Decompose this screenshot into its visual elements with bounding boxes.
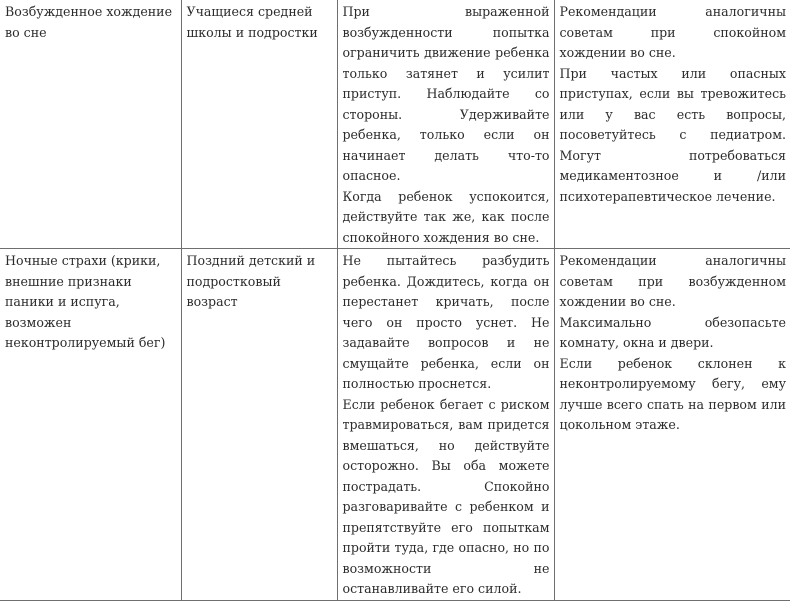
condition-text: Ночные страхи (крики, внешние признаки паники и испуга, возможен неконтролируемый бег) bbox=[5, 253, 166, 350]
condition-cell bbox=[0, 249, 181, 601]
table-row bbox=[0, 0, 790, 249]
actions-cell bbox=[337, 249, 554, 601]
age-group-cell bbox=[181, 0, 337, 249]
recommendation-paragraph: Максимально обезопасьте комнату, окна и двери. bbox=[559, 314, 786, 350]
recommendations-cell bbox=[554, 249, 790, 601]
recommendation-paragraph: При частых или опасных приступах, если вы тревожитесь или у вас есть вопросы, посоветуйтесь с педиатром. Могут потребоваться медикаментозное и /или психотерапевтическое лечение. bbox=[559, 65, 786, 204]
recommendation-paragraph: Рекомендации аналогичны советам при возбужденном хождении во сне. bbox=[559, 253, 786, 309]
actions-cell bbox=[337, 0, 554, 249]
condition-cell bbox=[0, 0, 181, 249]
age-group-text: Учащиеся средней школы и подростки bbox=[186, 4, 318, 40]
action-paragraph: Не пытайтесь разбудить ребенка. Дождитесь, когда он перестанет кричать, после чего он просто уснет. Не задавайте вопросов и не смущайте ребенка, если он полностью проснется. bbox=[342, 253, 550, 391]
table-row bbox=[0, 249, 790, 601]
action-paragraph: Если ребенок бегает с риском травмироваться, вам придется вмешаться, но действуйте осторожно. Вы оба можете пострадать. Спокойно разговаривайте с ребенком и препятствуйте его попыткам пройти туда, где опасно, но по возможности не останавливайте его силой. bbox=[342, 396, 550, 596]
recommendation-paragraph: Если ребенок склонен к неконтролируемому бегу, ему лучше всего спать на первом или цокольном этаже. bbox=[559, 355, 786, 432]
condition-text: Возбужденное хождение во сне bbox=[5, 4, 173, 40]
recommendation-paragraph: Рекомендации аналогичны советам при спокойном хождении во сне. bbox=[559, 4, 786, 60]
age-group-cell bbox=[181, 249, 337, 601]
age-group-text: Поздний детский и подростковый возраст bbox=[186, 253, 316, 309]
recommendations-cell bbox=[554, 0, 790, 249]
action-paragraph: При выраженной возбужденности попытка ограничить движение ребенка только затянет и усилит приступ. Наблюдайте со стороны. Удерживайте ребенка, только если он начинает делать что-то опасное. bbox=[342, 4, 550, 183]
action-paragraph: Когда ребенок успокоится, действуйте так же, как после спокойного хождения во сне. bbox=[342, 188, 550, 245]
